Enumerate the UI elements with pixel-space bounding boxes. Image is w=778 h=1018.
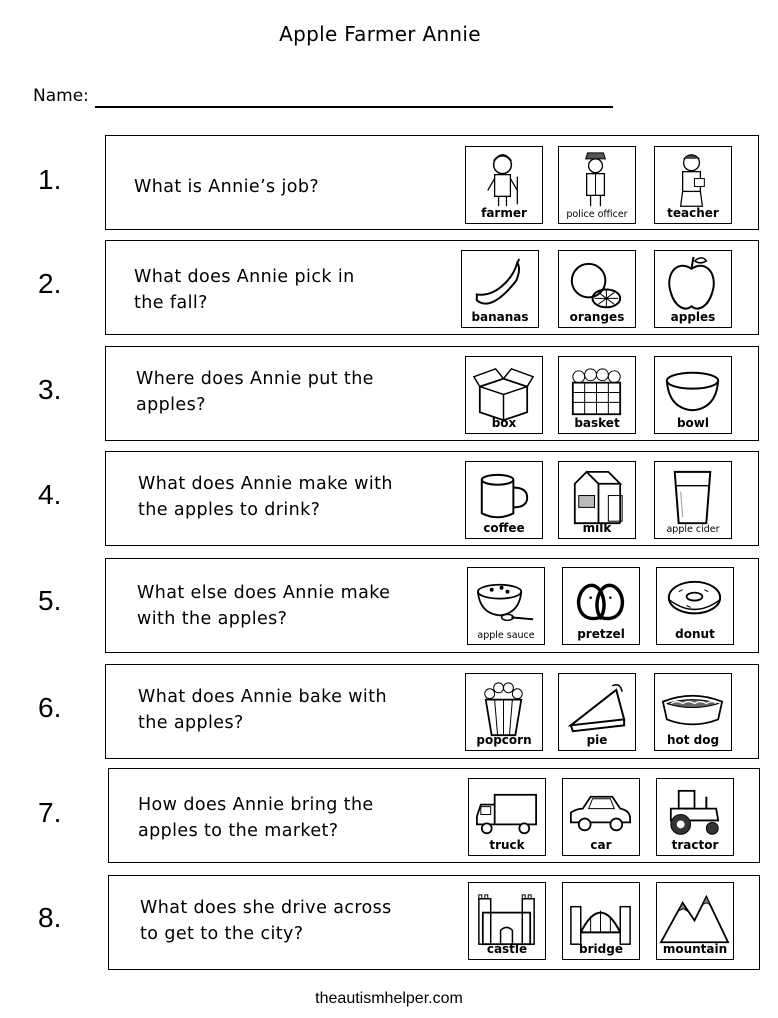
question-text [137, 580, 390, 632]
question-number: 6. [38, 692, 62, 723]
question-number: 8. [38, 902, 62, 933]
answer-choice-label: basket [574, 416, 620, 430]
question-text-line: with the apples? [137, 609, 288, 629]
answer-choice-label: bowl [676, 416, 710, 430]
question-text [138, 792, 374, 844]
answer-choice-coffee[interactable] [465, 461, 543, 539]
question-text-line: What does she drive across [140, 898, 392, 918]
answer-choice-popcorn[interactable] [465, 673, 543, 751]
answer-choice-label: donut [675, 627, 715, 641]
answer-choice-label: bananas [471, 310, 529, 324]
question-text-line: What is Annie’s job? [134, 177, 320, 197]
name-label: Name: [33, 86, 89, 106]
answer-choice-label: oranges [569, 310, 625, 324]
question-text-line: the fall? [134, 293, 208, 313]
question-text [136, 366, 374, 418]
answer-choice-pretzel[interactable] [562, 567, 640, 645]
question-text-line: What does Annie pick in [134, 267, 355, 287]
answer-choice-label: box [491, 416, 517, 430]
answer-choice-mountain[interactable] [656, 882, 734, 960]
answer-choice-label: hot dog [666, 733, 720, 747]
question-text-line: What does Annie make with [138, 474, 393, 494]
question-number: 4. [38, 479, 62, 510]
name-blank-line [95, 106, 613, 108]
question-text-line: apples? [136, 395, 206, 415]
answer-choice-police-officer[interactable] [558, 146, 636, 224]
answer-choice-label: castle [486, 942, 528, 956]
answer-choice-tractor[interactable] [656, 778, 734, 856]
answer-choice-truck[interactable] [468, 778, 546, 856]
question-text-line: What does Annie bake with [138, 687, 387, 707]
name-field[interactable] [33, 86, 613, 106]
question-text [140, 895, 392, 947]
question-text-line: How does Annie bring the [138, 795, 374, 815]
question-text-line: the apples to drink? [138, 500, 321, 520]
answer-choice-label: car [590, 838, 612, 852]
answer-choice-farmer[interactable] [465, 146, 543, 224]
answer-choice-basket[interactable] [558, 356, 636, 434]
question-text-line: apples to the market? [138, 821, 339, 841]
question-text-line: the apples? [138, 713, 244, 733]
answer-choice-bowl[interactable] [654, 356, 732, 434]
question-text-line: Where does Annie put the [136, 369, 374, 389]
answer-choice-milk[interactable] [558, 461, 636, 539]
answer-choice-label: teacher [667, 206, 719, 220]
answer-choice-donut[interactable] [656, 567, 734, 645]
question-text-line: What else does Annie make [137, 583, 391, 603]
footer-url: theautismhelper.com [315, 990, 463, 1007]
answer-choice-pie[interactable] [558, 673, 636, 751]
answer-choice-label: tractor [671, 838, 719, 852]
answer-choice-castle[interactable] [468, 882, 546, 960]
answer-choice-label: milk [582, 521, 612, 535]
answer-choice-box[interactable] [465, 356, 543, 434]
answer-choice-label: police officer [566, 209, 628, 220]
answer-choice-label: pie [586, 733, 608, 747]
question-text [138, 471, 393, 523]
answer-choice-label: apples [670, 310, 716, 324]
question-text [134, 174, 319, 200]
answer-choice-teacher[interactable] [654, 146, 732, 224]
question-number: 1. [38, 164, 62, 195]
answer-choice-bridge[interactable] [562, 882, 640, 960]
question-number: 5. [38, 585, 62, 616]
answer-choice-label: coffee [483, 521, 525, 535]
question-text [138, 684, 387, 736]
answer-choice-label: popcorn [476, 733, 532, 747]
answer-choice-label: pretzel [577, 627, 625, 641]
answer-choice-label: mountain [662, 942, 728, 956]
answer-choice-hot-dog[interactable] [654, 673, 732, 751]
question-number: 7. [38, 797, 62, 828]
question-number: 3. [38, 374, 62, 405]
worksheet-title: Apple Farmer Annie [279, 22, 481, 46]
question-text [134, 264, 355, 316]
question-text-line: to get to the city? [140, 924, 304, 944]
answer-choice-bananas[interactable] [461, 250, 539, 328]
answer-choice-label: farmer [481, 206, 527, 220]
answer-choice-label: apple sauce [477, 630, 535, 641]
answer-choice-apple-cider[interactable] [654, 461, 732, 539]
answer-choice-car[interactable] [562, 778, 640, 856]
answer-choice-apple-sauce[interactable] [467, 567, 545, 645]
answer-choice-oranges[interactable] [558, 250, 636, 328]
answer-choice-label: bridge [579, 942, 623, 956]
answer-choice-label: apple cider [666, 524, 720, 535]
answer-choice-apples[interactable] [654, 250, 732, 328]
question-number: 2. [38, 268, 62, 299]
answer-choice-label: truck [489, 838, 525, 852]
